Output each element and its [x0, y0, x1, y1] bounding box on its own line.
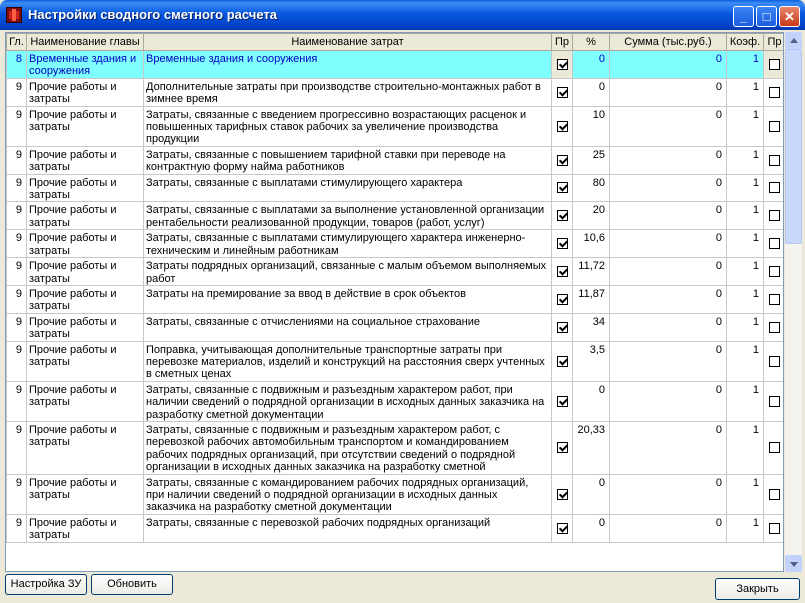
- cost-name-cell[interactable]: Затраты, связанные с повышением тарифной ставки при переводе на контрактную форму найма работников: [144, 146, 552, 174]
- sum-cell[interactable]: 0: [610, 51, 727, 79]
- cost-name-cell[interactable]: Затраты, связанные с подвижным и разъездным характером работ, с перевозкой рабочих автомобильным транспортом и командированием рабочих подрядных организаций, при отсутствии сведений о подрядной организации в исходных данных заказчика на разработку сметной: [144, 421, 552, 474]
- pr2-checkbox-cell: [764, 313, 785, 341]
- table-row[interactable]: [7, 106, 785, 146]
- pr2-checkbox[interactable]: [769, 155, 780, 166]
- percent-cell[interactable]: 0: [573, 78, 610, 106]
- percent-cell[interactable]: 3,5: [573, 341, 610, 381]
- window-client: [3, 30, 802, 600]
- cost-settings-grid[interactable]: [5, 32, 784, 572]
- chapter-num-cell[interactable]: 9: [7, 174, 27, 202]
- pr2-checkbox-cell: [764, 78, 785, 106]
- cost-name-cell[interactable]: Затраты, связанные с подвижным и разъездным характером работ, при наличии сведений о подрядной организации в исходных данных заказчика на разработку сметной документации: [144, 381, 552, 421]
- coef-cell[interactable]: 1: [727, 258, 764, 286]
- sum-cell[interactable]: 0: [610, 285, 727, 313]
- sum-cell[interactable]: 0: [610, 474, 727, 514]
- percent-cell[interactable]: 0: [573, 474, 610, 514]
- pr2-checkbox[interactable]: [769, 523, 780, 534]
- cost-table: [6, 33, 784, 543]
- percent-cell[interactable]: 10: [573, 106, 610, 146]
- header-chapter-name[interactable]: Наименование главы: [27, 34, 144, 51]
- coef-cell[interactable]: 1: [727, 51, 764, 79]
- chapter-name-cell[interactable]: Прочие работы и затраты: [27, 341, 144, 381]
- pr2-checkbox[interactable]: [769, 87, 780, 98]
- chapter-num-cell[interactable]: 9: [7, 258, 27, 286]
- coef-cell[interactable]: 1: [727, 202, 764, 230]
- pr-checkbox[interactable]: [557, 238, 568, 249]
- pr2-checkbox-cell: [764, 285, 785, 313]
- chapter-name-cell[interactable]: Прочие работы и затраты: [27, 146, 144, 174]
- pr2-checkbox[interactable]: [769, 121, 780, 132]
- chapter-name-cell[interactable]: Прочие работы и затраты: [27, 514, 144, 542]
- sum-cell[interactable]: 0: [610, 202, 727, 230]
- pr-checkbox[interactable]: [557, 294, 568, 305]
- coef-cell[interactable]: 1: [727, 514, 764, 542]
- percent-cell[interactable]: 10,6: [573, 230, 610, 258]
- pr2-checkbox-cell: [764, 174, 785, 202]
- chapter-name-cell[interactable]: Прочие работы и затраты: [27, 230, 144, 258]
- sum-cell[interactable]: 0: [610, 146, 727, 174]
- chapter-name-cell[interactable]: Прочие работы и затраты: [27, 285, 144, 313]
- cost-name-cell[interactable]: Затраты, связанные с выплатами стимулирующего характера инженерно-техническим и линейным работникам: [144, 230, 552, 258]
- pr-checkbox[interactable]: [557, 59, 568, 70]
- cost-name-cell[interactable]: Дополнительные затраты при производстве строительно-монтажных работ в зимнее время: [144, 78, 552, 106]
- pr2-checkbox-cell: [764, 230, 785, 258]
- percent-cell[interactable]: 0: [573, 381, 610, 421]
- pr-checkbox[interactable]: [557, 266, 568, 277]
- pr2-checkbox-cell: [764, 381, 785, 421]
- pr2-checkbox[interactable]: [769, 356, 780, 367]
- table-row[interactable]: [7, 381, 785, 421]
- pr-checkbox[interactable]: [557, 442, 568, 453]
- pr-checkbox-cell: [552, 174, 573, 202]
- pr2-checkbox-cell: [764, 258, 785, 286]
- coef-cell[interactable]: 1: [727, 78, 764, 106]
- minimize-icon: _: [739, 9, 748, 24]
- cost-name-cell[interactable]: Затраты, связанные с отчислениями на социальное страхование: [144, 313, 552, 341]
- chapter-num-cell[interactable]: 9: [7, 381, 27, 421]
- coef-cell[interactable]: 1: [727, 174, 764, 202]
- pr2-checkbox[interactable]: [769, 294, 780, 305]
- pr2-checkbox-cell: [764, 202, 785, 230]
- sum-cell[interactable]: 0: [610, 313, 727, 341]
- table-row[interactable]: [7, 421, 785, 474]
- close-icon: ✕: [784, 9, 795, 24]
- pr2-checkbox-cell: [764, 514, 785, 542]
- table-row[interactable]: [7, 341, 785, 381]
- percent-cell[interactable]: 0: [573, 51, 610, 79]
- chapter-num-cell[interactable]: 9: [7, 146, 27, 174]
- table-row[interactable]: [7, 230, 785, 258]
- cost-name-cell[interactable]: Поправка, учитывающая дополнительные транспортные затраты при перевозке материалов, изделий и конструкций на расстояния сверх учтенных в сметных ценах: [144, 341, 552, 381]
- sum-cell[interactable]: 0: [610, 230, 727, 258]
- chapter-num-cell[interactable]: 8: [7, 51, 27, 79]
- minimize-button[interactable]: [733, 6, 754, 27]
- pr-checkbox-cell: [552, 51, 573, 79]
- cost-name-cell[interactable]: Затраты, связанные с выплатами за выполнение установленной организации рентабельности реализованной продукции, товаров (работ, услуг): [144, 202, 552, 230]
- percent-cell[interactable]: 20: [573, 202, 610, 230]
- chapter-num-cell[interactable]: 9: [7, 313, 27, 341]
- chapter-num-cell[interactable]: 9: [7, 341, 27, 381]
- coef-cell[interactable]: 1: [727, 421, 764, 474]
- percent-cell[interactable]: 11,87: [573, 285, 610, 313]
- pr2-checkbox[interactable]: [769, 322, 780, 333]
- chapter-name-cell[interactable]: Прочие работы и затраты: [27, 313, 144, 341]
- percent-cell[interactable]: 0: [573, 514, 610, 542]
- close-window-button[interactable]: [779, 6, 800, 27]
- cost-name-cell[interactable]: Затраты, связанные с введением прогрессивно возрастающих расценок и повышенных тарифных ставок рабочих за увеличение производства продукции: [144, 106, 552, 146]
- sum-cell[interactable]: 0: [610, 174, 727, 202]
- cost-name-cell[interactable]: Затраты на премирование за ввод в действие в срок объектов: [144, 285, 552, 313]
- chapter-num-cell[interactable]: 9: [7, 285, 27, 313]
- table-row[interactable]: [7, 514, 785, 542]
- setup-ze-button[interactable]: Настройка ЗУ: [5, 574, 87, 595]
- pr-checkbox-cell: [552, 313, 573, 341]
- pr-checkbox-cell: [552, 106, 573, 146]
- pr-checkbox[interactable]: [557, 356, 568, 367]
- percent-cell[interactable]: 25: [573, 146, 610, 174]
- window-title: Настройки сводного сметного расчета: [28, 7, 277, 22]
- pr2-checkbox-cell: [764, 146, 785, 174]
- sum-cell[interactable]: 0: [610, 258, 727, 286]
- pr-checkbox-cell: [552, 474, 573, 514]
- sum-cell[interactable]: 0: [610, 421, 727, 474]
- pr-checkbox[interactable]: [557, 322, 568, 333]
- chapter-name-cell[interactable]: Прочие работы и затраты: [27, 474, 144, 514]
- table-row[interactable]: [7, 51, 785, 79]
- pr-checkbox-cell: [552, 78, 573, 106]
- maximize-button[interactable]: [756, 6, 777, 27]
- chapter-name-cell[interactable]: Прочие работы и затраты: [27, 258, 144, 286]
- header-coef[interactable]: Коэф.: [727, 34, 764, 51]
- coef-cell[interactable]: 1: [727, 341, 764, 381]
- header-percent[interactable]: %: [573, 34, 610, 51]
- chapter-name-cell[interactable]: Прочие работы и затраты: [27, 202, 144, 230]
- pr2-checkbox[interactable]: [769, 182, 780, 193]
- chapter-name-cell[interactable]: Прочие работы и затраты: [27, 421, 144, 474]
- chapter-name-cell[interactable]: Прочие работы и затраты: [27, 381, 144, 421]
- pr2-checkbox-cell: [764, 51, 785, 79]
- cost-name-cell[interactable]: Затраты, связанные с перевозкой рабочих подрядных организаций: [144, 514, 552, 542]
- sum-cell[interactable]: 0: [610, 341, 727, 381]
- percent-cell[interactable]: 11,72: [573, 258, 610, 286]
- refresh-button[interactable]: Обновить: [91, 574, 173, 595]
- coef-cell[interactable]: 1: [727, 285, 764, 313]
- scroll-down-icon[interactable]: [785, 555, 802, 572]
- pr2-checkbox-cell: [764, 474, 785, 514]
- sum-cell[interactable]: 0: [610, 106, 727, 146]
- chapter-num-cell[interactable]: 9: [7, 421, 27, 474]
- coef-cell[interactable]: 1: [727, 230, 764, 258]
- pr-checkbox[interactable]: [557, 182, 568, 193]
- chapter-num-cell[interactable]: 9: [7, 106, 27, 146]
- pr-checkbox[interactable]: [557, 210, 568, 221]
- table-row[interactable]: [7, 146, 785, 174]
- table-header: [7, 34, 785, 51]
- header-cost-name[interactable]: Наименование затрат: [144, 34, 552, 51]
- coef-cell[interactable]: 1: [727, 106, 764, 146]
- vertical-scrollbar[interactable]: [785, 32, 802, 572]
- table-row[interactable]: [7, 285, 785, 313]
- table-row[interactable]: [7, 313, 785, 341]
- header-pr2[interactable]: Пр: [764, 34, 785, 51]
- title-bar[interactable]: [0, 0, 805, 30]
- table-row[interactable]: [7, 174, 785, 202]
- chapter-name-cell[interactable]: Прочие работы и затраты: [27, 106, 144, 146]
- pr-checkbox-cell: [552, 381, 573, 421]
- header-pr[interactable]: Пр: [552, 34, 573, 51]
- header-sum[interactable]: Сумма (тыс.руб.): [610, 34, 727, 51]
- pr2-checkbox-cell: [764, 106, 785, 146]
- pr2-checkbox[interactable]: [769, 59, 780, 70]
- chapter-name-cell[interactable]: Прочие работы и затраты: [27, 174, 144, 202]
- coef-cell[interactable]: 1: [727, 474, 764, 514]
- pr-checkbox[interactable]: [557, 155, 568, 166]
- pr2-checkbox[interactable]: [769, 442, 780, 453]
- pr2-checkbox[interactable]: [769, 210, 780, 221]
- coef-cell[interactable]: 1: [727, 146, 764, 174]
- pr-checkbox-cell: [552, 421, 573, 474]
- sum-cell[interactable]: 0: [610, 78, 727, 106]
- chapter-name-cell[interactable]: Прочие работы и затраты: [27, 78, 144, 106]
- scroll-up-icon[interactable]: [785, 32, 802, 49]
- pr2-checkbox-cell: [764, 341, 785, 381]
- pr-checkbox-cell: [552, 230, 573, 258]
- table-row[interactable]: [7, 202, 785, 230]
- pr-checkbox[interactable]: [557, 396, 568, 407]
- coef-cell[interactable]: 1: [727, 313, 764, 341]
- pr-checkbox[interactable]: [557, 121, 568, 132]
- pr-checkbox[interactable]: [557, 523, 568, 534]
- pr-checkbox-cell: [552, 258, 573, 286]
- cost-name-cell[interactable]: Временные здания и сооружения: [144, 51, 552, 79]
- pr2-checkbox[interactable]: [769, 489, 780, 500]
- chapter-num-cell[interactable]: 9: [7, 514, 27, 542]
- chapter-num-cell[interactable]: 9: [7, 230, 27, 258]
- percent-cell[interactable]: 34: [573, 313, 610, 341]
- cost-name-cell[interactable]: Затраты, связанные с командированием рабочих подрядных организаций, при наличии сведений о подрядной организации в исходных данных заказчика на разработку сметной документации: [144, 474, 552, 514]
- chapter-num-cell[interactable]: 9: [7, 78, 27, 106]
- sum-cell[interactable]: 0: [610, 514, 727, 542]
- pr-checkbox[interactable]: [557, 489, 568, 500]
- table-row[interactable]: [7, 78, 785, 106]
- pr-checkbox-cell: [552, 146, 573, 174]
- maximize-icon: □: [762, 9, 771, 24]
- pr2-checkbox[interactable]: [769, 238, 780, 249]
- chapter-name-cell[interactable]: Временные здания и сооружения: [27, 51, 144, 79]
- table-row[interactable]: [7, 474, 785, 514]
- sum-cell[interactable]: 0: [610, 381, 727, 421]
- coef-cell[interactable]: 1: [727, 381, 764, 421]
- pr-checkbox-cell: [552, 285, 573, 313]
- pr-checkbox[interactable]: [557, 87, 568, 98]
- pr2-checkbox[interactable]: [769, 396, 780, 407]
- cost-name-cell[interactable]: Затраты подрядных организаций, связанные с малым объемом выполняемых работ: [144, 258, 552, 286]
- header-chapter-num[interactable]: Гл.: [7, 34, 27, 51]
- pr2-checkbox-cell: [764, 421, 785, 474]
- percent-cell[interactable]: 20,33: [573, 421, 610, 474]
- chapter-num-cell[interactable]: 9: [7, 474, 27, 514]
- pr-checkbox-cell: [552, 341, 573, 381]
- table-row[interactable]: [7, 258, 785, 286]
- percent-cell[interactable]: 80: [573, 174, 610, 202]
- pr-checkbox-cell: [552, 202, 573, 230]
- chapter-num-cell[interactable]: 9: [7, 202, 27, 230]
- close-button[interactable]: Закрыть: [715, 578, 800, 600]
- app-icon[interactable]: [6, 7, 22, 23]
- scroll-thumb[interactable]: [785, 49, 802, 244]
- pr-checkbox-cell: [552, 514, 573, 542]
- pr2-checkbox[interactable]: [769, 266, 780, 277]
- cost-name-cell[interactable]: Затраты, связанные с выплатами стимулирующего характера: [144, 174, 552, 202]
